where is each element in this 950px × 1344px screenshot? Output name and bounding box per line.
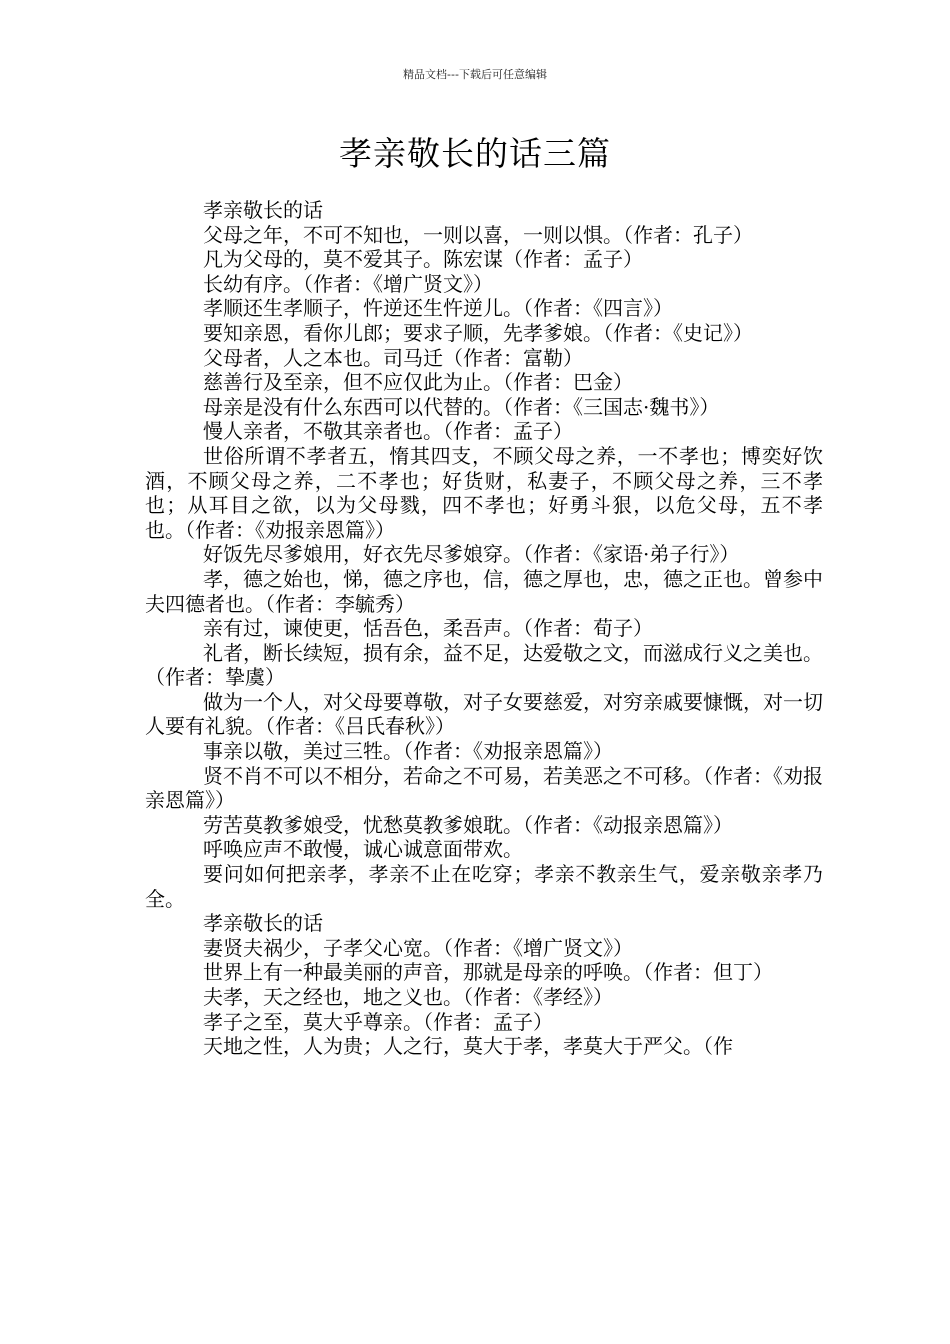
paragraph: 呼唤应声不敢慢，诚心诚意面带欢。 xyxy=(203,837,523,862)
page-header-note: 精品文档---下载后可任意编辑 xyxy=(403,68,547,81)
paragraph: 孝亲敬长的话 xyxy=(203,198,323,222)
paragraph: 天地之性，人为贵；人之行，莫大于孝，孝莫大于严父。（作 xyxy=(203,1034,733,1059)
paragraph: 凡为父母的，莫不爱其子。陈宏谋（作者：孟子） xyxy=(203,247,643,272)
paragraph: 孝亲敬长的话 xyxy=(203,911,323,936)
paragraph: 父母之年，不可不知也，一则以喜，一则以惧。（作者：孔子） xyxy=(203,222,753,247)
paragraph: 好饭先尽爹娘用，好衣先尽爹娘穿。（作者：《家语·弟子行》） xyxy=(203,542,740,567)
paragraph: 慈善行及至亲，但不应仅此为止。（作者：巴金） xyxy=(203,370,633,395)
paragraph: 要知亲恩，看你儿郎；要求子顺，先孝爹娘。（作者：《史记》） xyxy=(203,320,753,345)
paragraph: 世界上有一种最美丽的声音，那就是母亲的呼唤。（作者：但丁） xyxy=(203,960,773,985)
document-body xyxy=(145,198,823,1059)
paragraph: 孝子之至，莫大乎尊亲。（作者：孟子） xyxy=(203,1009,553,1034)
paragraph: 妻贤夫祸少，子孝父心宽。（作者：《增广贤文》） xyxy=(203,935,633,960)
paragraph: 父母者，人之本也。司马迁（作者：富勒） xyxy=(203,345,583,370)
paragraph: 世俗所谓不孝者五，惰其四支，不顾父母之养，一不孝也；博奕好饮酒，不顾父母之养，二不孝也；好货财，私妻子，不顾父母之养，三不孝也；从耳目之欲，以为父母戮，四不孝也；好勇斗狠，以危父母，五不孝也。（作者：《劝报亲恩篇》） xyxy=(145,443,823,542)
paragraph: 长幼有序。（作者：《增广贤文》） xyxy=(203,271,493,296)
paragraph: 孝，德之始也，悌，德之序也，信，德之厚也，忠，德之正也。曾参中夫四德者也。（作者：李毓秀） xyxy=(145,566,823,616)
paragraph: 母亲是没有什么东西可以代替的。（作者：《三国志·魏书》） xyxy=(203,394,720,419)
document-title: 孝亲敬长的话三篇 xyxy=(339,134,611,173)
paragraph: 慢人亲者，不敬其亲者也。（作者：孟子） xyxy=(203,419,573,444)
paragraph: 做为一个人，对父母要尊敬，对子女要慈爱，对穷亲戚要慷慨，对一切人要有礼貌。（作者：《吕氏春秋》） xyxy=(145,689,823,739)
paragraph: 亲有过，谏使更，恬吾色，柔吾声。（作者：荀子） xyxy=(203,616,653,641)
paragraph: 事亲以敬，美过三牲。（作者：《劝报亲恩篇》） xyxy=(203,739,613,764)
paragraph: 夫孝，天之经也，地之义也。（作者：《孝经》） xyxy=(203,985,613,1009)
paragraph: 贤不肖不可以不相分，若命之不可易，若美恶之不可移。（作者：《劝报亲恩篇》） xyxy=(145,763,823,813)
paragraph: 要问如何把亲孝，孝亲不止在吃穿；孝亲不教亲生气，爱亲敬亲孝乃全。 xyxy=(145,862,823,911)
paragraph: 孝顺还生孝顺子，忤逆还生忤逆儿。（作者：《四言》） xyxy=(203,296,673,321)
paragraph: 劳苦莫教爹娘受，忧愁莫教爹娘耽。（作者：《动报亲恩篇》） xyxy=(203,812,733,837)
paragraph: 礼者，断长续短，损有余，益不足，达爱敬之文，而滋成行义之美也。（作者：挚虞） xyxy=(145,640,823,690)
